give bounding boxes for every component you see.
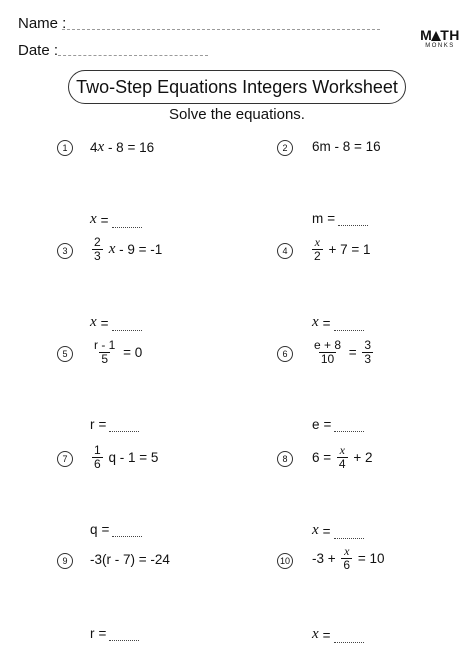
eq-var: x <box>108 241 116 257</box>
answer-var: x <box>90 211 97 227</box>
logo-letter-m: M <box>420 27 433 43</box>
answer-var: q <box>90 522 98 537</box>
name-line[interactable] <box>62 29 380 30</box>
date-label: Date : <box>18 42 59 59</box>
answer-blank[interactable] <box>334 421 364 432</box>
eq-text: + 2 <box>349 450 373 465</box>
answer-equals: = <box>322 628 331 643</box>
eq-text: -3 + <box>312 551 340 566</box>
answer-equals: = <box>101 522 110 537</box>
date-line[interactable] <box>58 55 208 56</box>
answer-blank[interactable] <box>112 526 142 537</box>
title-box <box>68 70 406 104</box>
equation-5 <box>90 339 142 366</box>
instruction: Solve the equations. <box>169 106 305 123</box>
eq-text: = 0 <box>119 345 143 360</box>
answer-blank[interactable] <box>334 632 364 643</box>
answer-equals: = <box>327 211 336 226</box>
answer-blank[interactable] <box>334 528 364 539</box>
eq-text: -3(r - 7) = -24 <box>90 552 170 567</box>
fraction: $\frac{x}{2}$ <box>314 235 321 263</box>
equation-8 <box>312 444 373 471</box>
answer-10[interactable] <box>312 626 364 643</box>
problem-number: 10 <box>277 553 293 569</box>
answer-blank[interactable] <box>338 215 368 226</box>
eq-text: 6m - 8 = 16 <box>312 139 381 154</box>
page-title: Two-Step Equations Integers Worksheet <box>76 76 398 97</box>
problem-number: 6 <box>277 346 293 362</box>
equation-9 <box>90 552 170 567</box>
eq-text: + 7 = 1 <box>324 242 371 257</box>
problem-number: 8 <box>277 451 293 467</box>
answer-8[interactable] <box>312 522 364 539</box>
answer-9[interactable] <box>90 626 139 641</box>
problem-number: 1 <box>57 140 73 156</box>
equation-4 <box>310 236 370 263</box>
equation-7 <box>90 444 158 471</box>
problem-number: 9 <box>57 553 73 569</box>
answer-var: e <box>312 417 320 432</box>
fraction: $\frac{3}{3}$ <box>364 338 372 366</box>
answer-blank[interactable] <box>334 320 364 331</box>
logo-subtitle: MONKS <box>425 43 455 49</box>
name-label: Name : <box>18 15 67 32</box>
answer-blank[interactable] <box>112 217 142 228</box>
answer-2[interactable] <box>312 211 368 226</box>
answer-6[interactable] <box>312 417 364 432</box>
answer-equals: = <box>98 626 107 641</box>
math-monks-logo <box>417 28 463 50</box>
logo-letters-th: TH <box>440 27 460 43</box>
answer-equals: = <box>100 213 109 228</box>
answer-blank[interactable] <box>109 421 139 432</box>
answer-var: m <box>312 211 324 226</box>
answer-3[interactable] <box>90 314 142 331</box>
answer-5[interactable] <box>90 417 139 432</box>
problem-number: 2 <box>277 140 293 156</box>
equation-2 <box>312 139 381 154</box>
problem-number: 4 <box>277 243 293 259</box>
eq-text: = <box>345 345 361 360</box>
answer-7[interactable] <box>90 522 142 537</box>
answer-equals: = <box>323 417 332 432</box>
fraction: $\frac{x}{4}$ <box>338 443 346 471</box>
equation-1 <box>90 139 154 156</box>
eq-text: - 9 = -1 <box>115 242 163 257</box>
fraction: $\frac{r - 1}{5}$ <box>94 338 116 366</box>
answer-var: x <box>90 314 97 330</box>
answer-equals: = <box>322 524 331 539</box>
answer-blank[interactable] <box>112 320 142 331</box>
fraction: $\frac{e + 8}{10}$ <box>314 338 342 366</box>
answer-equals: = <box>100 316 109 331</box>
problem-number: 5 <box>57 346 73 362</box>
fraction: $\frac{1}{6}$ <box>94 443 101 471</box>
fraction: $\frac{x}{6}$ <box>343 544 351 572</box>
answer-equals: = <box>322 316 331 331</box>
equation-10 <box>312 545 384 572</box>
eq-text: - 8 = 16 <box>104 140 155 155</box>
answer-blank[interactable] <box>109 630 139 641</box>
answer-var: r <box>90 626 95 641</box>
answer-equals: = <box>98 417 107 432</box>
answer-var: x <box>312 626 319 642</box>
eq-text: 4 <box>90 140 98 155</box>
answer-4[interactable] <box>312 314 364 331</box>
answer-1[interactable] <box>90 211 142 228</box>
equation-3 <box>90 236 162 263</box>
eq-text: q - 1 = 5 <box>104 450 159 465</box>
eq-text: 6 = <box>312 450 335 465</box>
equation-6 <box>310 339 375 366</box>
fraction: $\frac{2}{3}$ <box>94 235 101 263</box>
eq-var: x <box>97 139 105 155</box>
answer-var: r <box>90 417 95 432</box>
problem-number: 3 <box>57 243 73 259</box>
eq-text: = 10 <box>354 551 385 566</box>
answer-var: x <box>312 522 319 538</box>
answer-var: x <box>312 314 319 330</box>
problem-number: 7 <box>57 451 73 467</box>
